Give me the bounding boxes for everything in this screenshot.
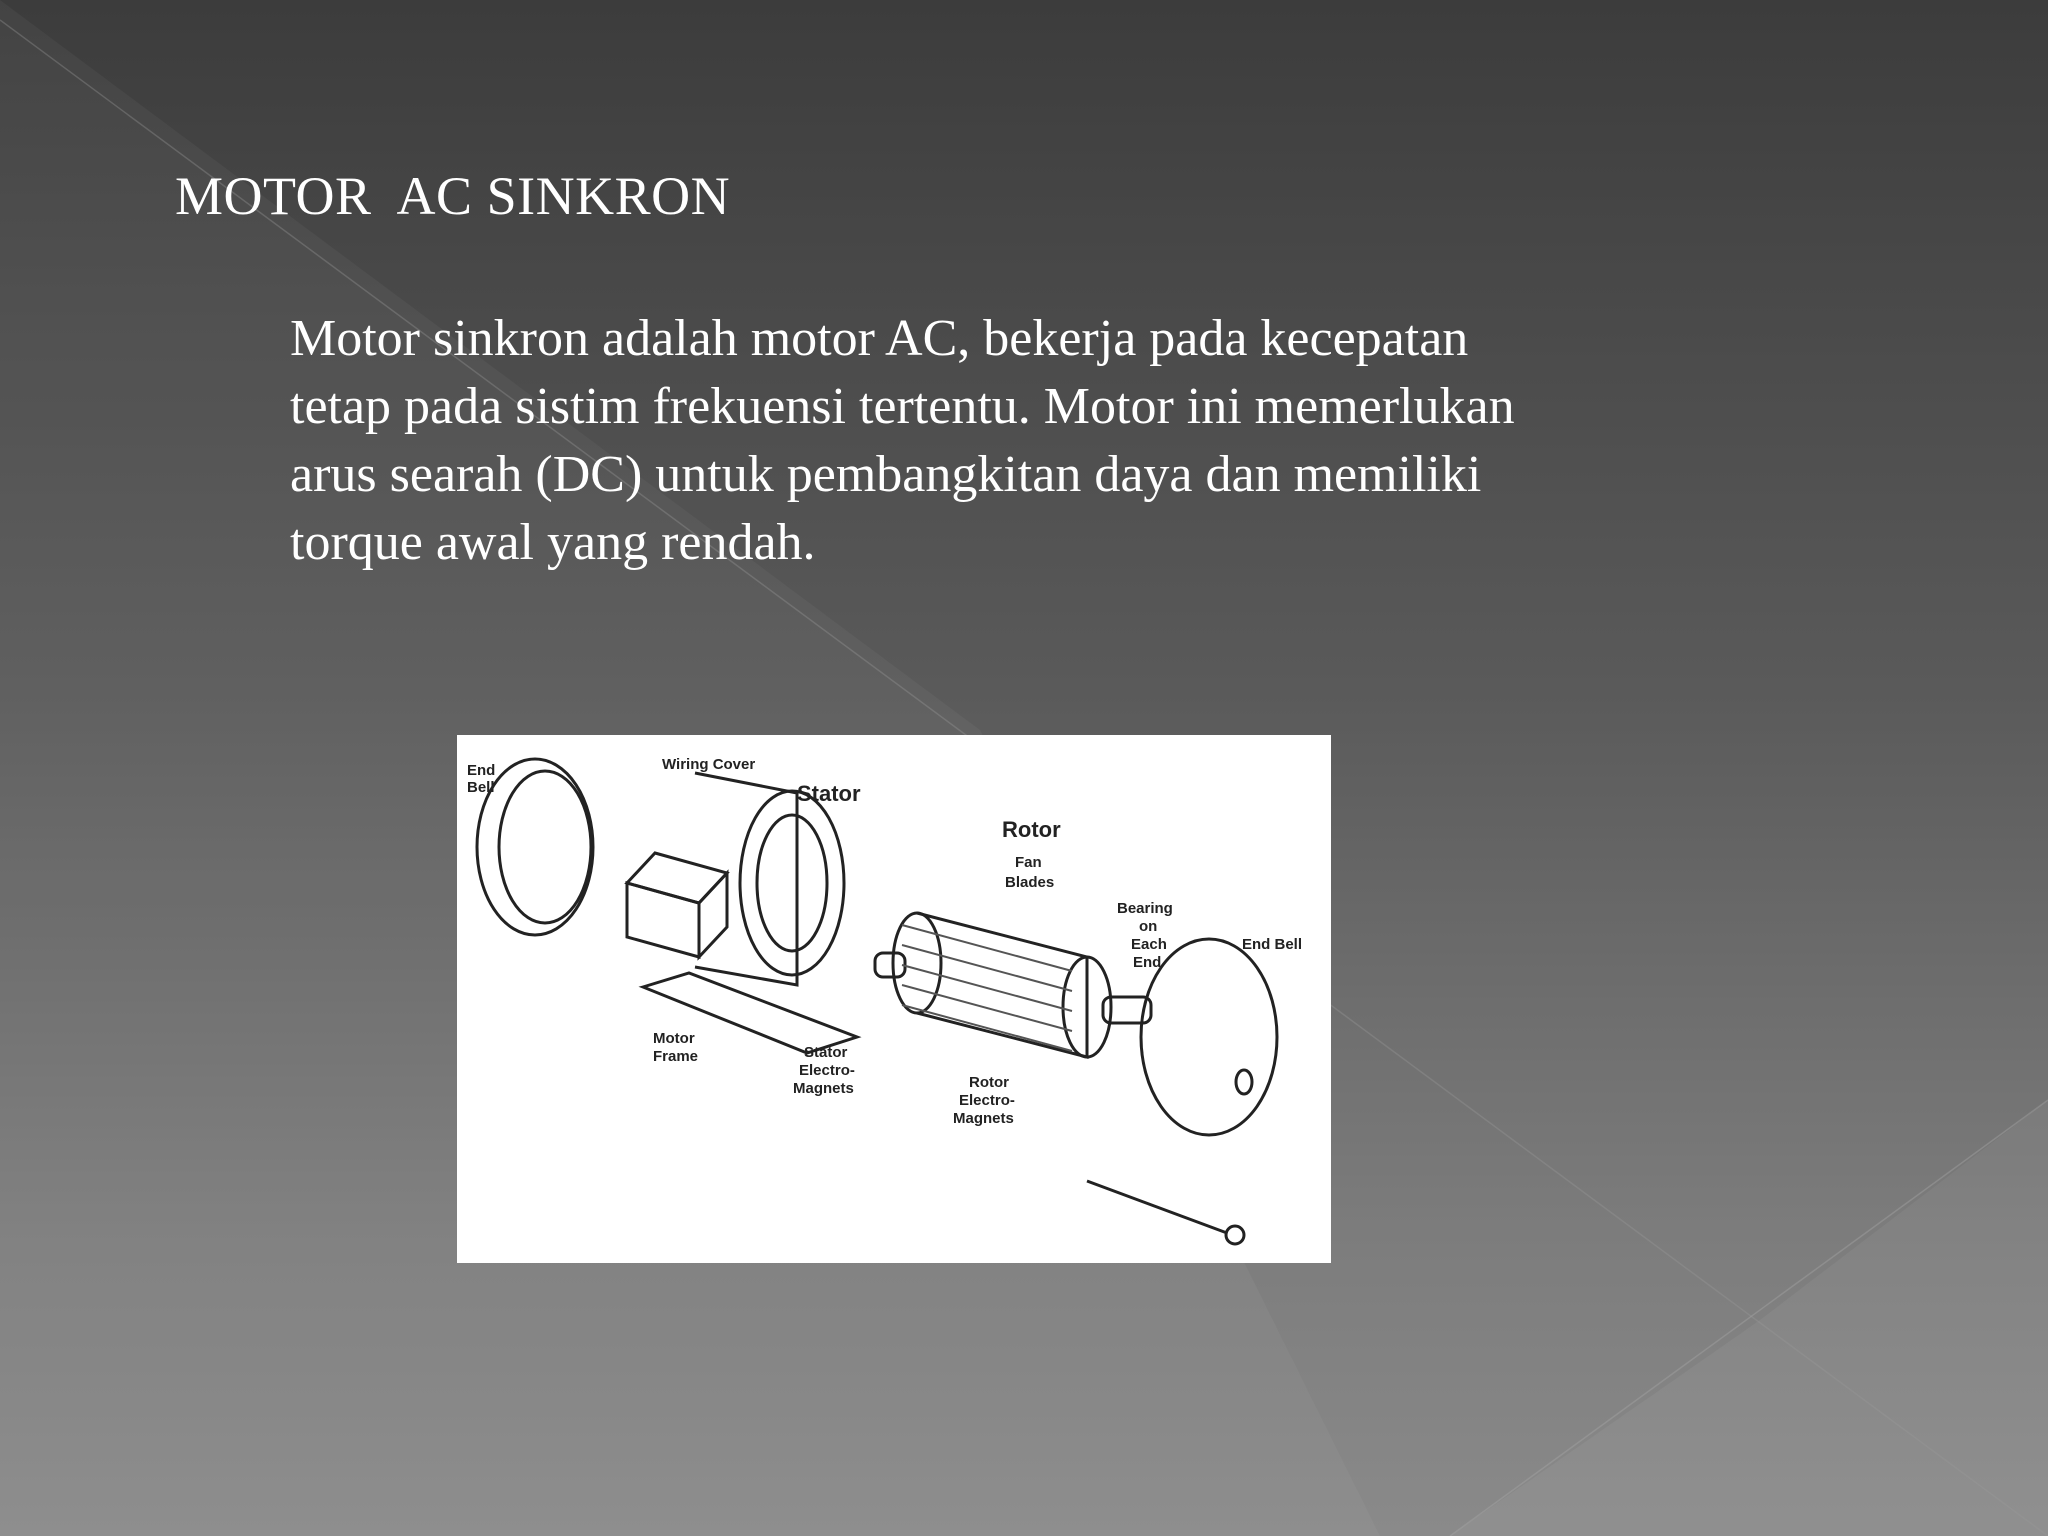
label-fan-1: Fan <box>1015 854 1042 871</box>
label-bearing-3: Each <box>1131 936 1167 953</box>
end-bell-right-outer <box>1141 939 1277 1135</box>
label-stator-em-3: Magnets <box>793 1080 854 1097</box>
bolt-head <box>1226 1226 1244 1244</box>
bolt-shaft <box>1087 1181 1227 1233</box>
rotor-end-left <box>893 913 941 1013</box>
slide-title: MOTOR AC SINKRON <box>175 166 731 226</box>
label-rotor-em-3: Magnets <box>953 1110 1014 1127</box>
label-motor-frame-1: Motor <box>653 1030 695 1047</box>
label-stator: Stator <box>797 781 861 806</box>
motor-exploded-view <box>457 735 1331 1263</box>
label-stator-em-1: Stator <box>804 1044 848 1061</box>
label-fan-2: Blades <box>1005 874 1055 891</box>
label-rotor-em-1: Rotor <box>969 1074 1009 1091</box>
label-wiring-cover: Wiring Cover <box>662 756 756 773</box>
end-bell-right-hub <box>1236 1070 1252 1094</box>
label-motor-frame-2: Frame <box>653 1048 699 1065</box>
label-rotor-em-2: Electro- <box>959 1092 1015 1109</box>
label-end-bell-right: End Bell <box>1242 936 1303 953</box>
rotor-body <box>917 913 1087 1057</box>
label-bearing-2: on <box>1139 918 1158 935</box>
label-bearing-1: Bearing <box>1117 900 1173 917</box>
slide-body-text: Motor sinkron adalah motor AC, bekerja pada kecepatan tetap pada sistim frekuensi tertentu. Motor ini memerlukan arus searah (DC) untuk pembangkitan daya dan memiliki torque awal yang rendah. <box>290 310 1515 571</box>
label-rotor: Rotor <box>1002 817 1061 842</box>
label-end-bell-left-1: End <box>467 762 496 779</box>
label-bearing-4: End <box>1133 954 1162 971</box>
wiring-cover-side <box>699 873 727 957</box>
end-bell-left-inner <box>499 771 591 923</box>
label-end-bell-left-2: Bell <box>467 779 495 796</box>
motor-diagram <box>457 735 1331 1263</box>
wiring-cover-front <box>627 883 699 957</box>
rotor-shaft-left <box>875 953 905 977</box>
motor-frame-body <box>695 773 797 985</box>
stator-face-inner <box>757 815 827 951</box>
label-stator-em-2: Electro- <box>799 1062 855 1079</box>
